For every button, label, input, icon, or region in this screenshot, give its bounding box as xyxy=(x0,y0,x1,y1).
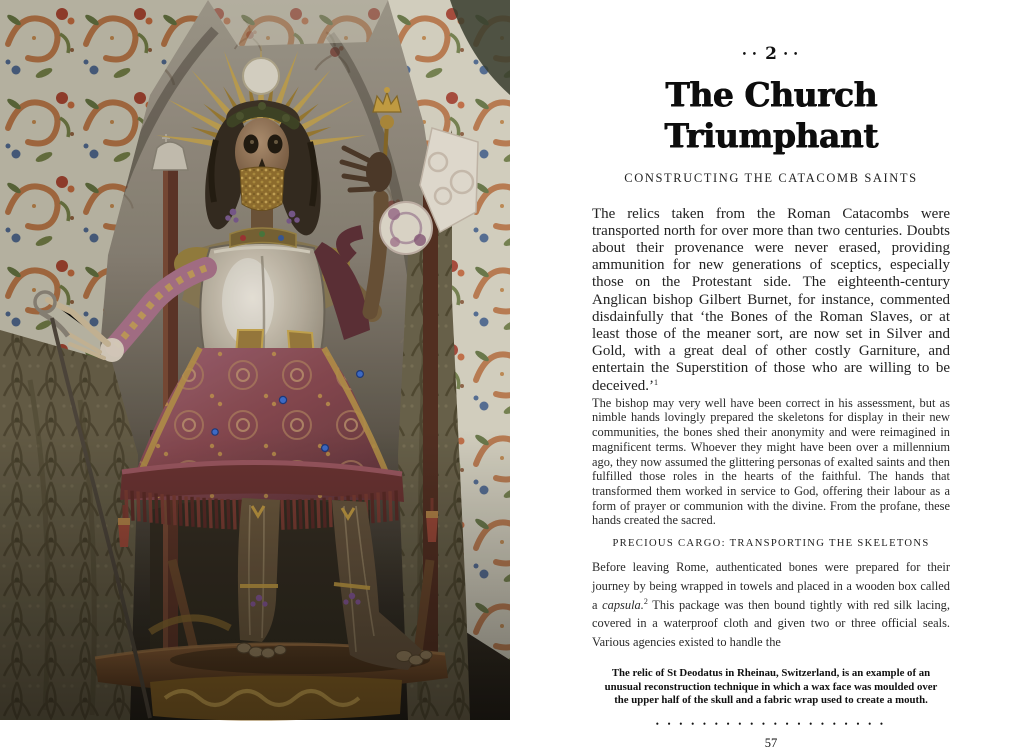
footnote-marker-2: 2 xyxy=(643,596,648,606)
ornament-dot-row: • • • • • • • • • • • • • • • • • • • • xyxy=(655,718,887,729)
body-paragraph: The bishop may very well have been correct in his assessment, but as nimble hands lovingly prepared the skeletons for display in their new communities, the bones shed their anonymity and were reimagined in magnificent terms. Whoever they might have been over a millennium ago, they now assumed the glittering personas of exalted saints and then fulfilled those roles in the hearts of the faithful. The hands that transformed them worked in service to God, offering their labour as a form of prayer or communion with the divine. From the profane, these hands created the sacred. xyxy=(592,395,950,528)
para3-text-after: This package was then bound tightly with red silk lacing, covered in a waterproof cloth and given two or three official seals. Various agencies existed to handle the xyxy=(592,597,950,650)
body-paragraph-2 xyxy=(592,558,950,652)
intro-text: The relics taken from the Roman Catacombs were transported north for over more than two centuries. Doubts about their provenance were never erased, providing ammunition for new generations of sceptics, especially those on the Protestant side. The eighteenth-century Anglican bishop Gilbert Burnet, for instance, commented disdainfully that ‘the Bones of the Roman Slaves, or at least those of the meaner sort, are now set in Silver and Gold, with a great deal of other costly Garniture, and entertain the Superstition of those who are willing to be deceived.’ xyxy=(592,205,950,394)
saint-illustration xyxy=(0,0,510,720)
chapter-number-line xyxy=(592,44,950,64)
right-page xyxy=(510,0,1020,750)
footnote-marker-1: 1 xyxy=(654,377,659,387)
chapter-ornament-right: • • xyxy=(783,49,800,60)
para3-text: Before leaving Rome, authenticated bones were prepared for their journey by being wrapped in towels and placed in a wooden box called a xyxy=(592,560,950,612)
chapter-title: The Church Triumphant xyxy=(664,75,878,156)
chapter-number: 2 xyxy=(765,44,777,64)
catacomb-saint-photograph xyxy=(0,0,510,720)
chapter-ornament-left: • • xyxy=(742,49,759,60)
intro-paragraph xyxy=(592,206,950,395)
page-number: 57 xyxy=(764,735,778,750)
chapter-subtitle: CONSTRUCTING THE CATACOMB SAINTS xyxy=(624,170,918,185)
photo-caption: The relic of St Deodatus in Rheinau, Switzerland, is an example of an unusual reconstruction technique in which a wax face was moulded over the upper half of the skull and a fabric wrap used to create a mouth. xyxy=(604,667,938,707)
section-heading: PRECIOUS CARGO: TRANSPORTING THE SKELETONS xyxy=(612,538,930,550)
para3-italic-term: capsula. xyxy=(602,597,644,612)
